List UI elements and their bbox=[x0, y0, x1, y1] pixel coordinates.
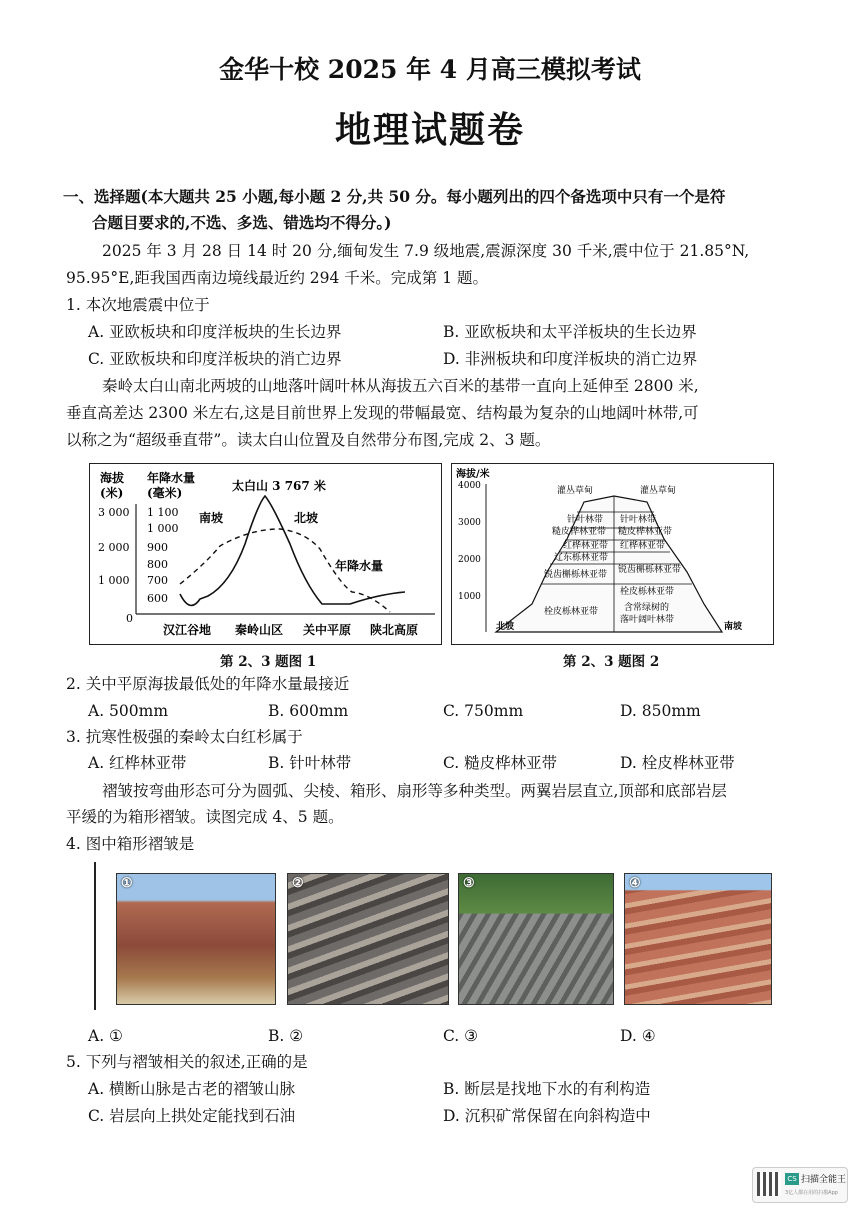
right-zone-7: 落叶阔叶林带 bbox=[620, 615, 675, 625]
fig2-tick-4000: 4000 bbox=[458, 481, 481, 491]
q5-option-b: B. 断层是找地下水的有利构造 bbox=[443, 1080, 651, 1098]
right-zone-0: 灌丛草甸 bbox=[640, 486, 677, 496]
south-slope-label-2: 南坡 bbox=[724, 622, 743, 632]
fig2-tick-3000: 3000 bbox=[458, 518, 481, 528]
right-zone-1: 针叶林带 bbox=[620, 515, 657, 525]
q3-option-c: C. 糙皮桦林亚带 bbox=[443, 754, 558, 772]
figure-1-caption: 第 2、3 题图 1 bbox=[220, 654, 317, 670]
peak-label: 太白山 3 767 米 bbox=[232, 479, 326, 493]
q5-option-a: A. 横断山脉是古老的褶皱山脉 bbox=[88, 1080, 296, 1098]
watermark-subtitle: 3亿人都在用的扫描App bbox=[785, 1190, 838, 1196]
left-zone-0: 灌丛草甸 bbox=[557, 486, 594, 496]
q2-option-b: B. 600mm bbox=[268, 702, 349, 720]
q2-option-a: A. 500mm bbox=[88, 702, 169, 720]
fold-photo-3 bbox=[458, 873, 614, 1005]
qr-code-icon bbox=[757, 1172, 781, 1196]
precip-tick-900: 900 bbox=[147, 541, 168, 554]
q3-option-d: D. 栓皮桦林亚带 bbox=[620, 754, 735, 772]
left-zone-3: 红桦林亚带 bbox=[563, 541, 609, 551]
south-slope-label: 南坡 bbox=[199, 511, 224, 525]
right-zone-5: 栓皮栎林亚带 bbox=[620, 587, 675, 597]
q4-option-c: C. ③ bbox=[443, 1027, 479, 1045]
fold-photo-1 bbox=[116, 873, 276, 1005]
north-slope-label: 北坡 bbox=[294, 511, 319, 525]
q5-option-c: C. 岩层向上拱处定能找到石油 bbox=[88, 1107, 296, 1125]
figure-1-graphic bbox=[90, 464, 441, 644]
q3-option-a: A. 红桦林亚带 bbox=[88, 754, 187, 772]
q4-option-d: D. ④ bbox=[620, 1027, 656, 1045]
alt-tick-2000: 2 000 bbox=[98, 541, 130, 554]
fig2-tick-2000: 2000 bbox=[458, 555, 481, 565]
zero-label: 0 bbox=[126, 612, 133, 625]
q2-option-c: C. 750mm bbox=[443, 702, 524, 720]
x-label-guanzhong: 关中平原 bbox=[303, 623, 352, 637]
q3-option-b: B. 针叶林带 bbox=[268, 754, 352, 772]
left-zone-4: 辽东栎林亚带 bbox=[554, 553, 609, 563]
figure-1 bbox=[89, 463, 442, 645]
intro-1-line-1: 2025 年 3 月 28 日 14 时 20 分,缅甸发生 7.9 级地震,震源深度 30 千米,震中位于 21.85°N, bbox=[102, 242, 750, 260]
section-heading: 一、选择题(本大题共 25 小题,每小题 2 分,共 50 分。每小题列出的四个备选项中只有一个是符 bbox=[63, 187, 726, 206]
precip-tick-1000: 1 000 bbox=[147, 522, 179, 535]
right-zone-2: 糙皮桦林亚带 bbox=[618, 527, 673, 537]
figure-2-caption: 第 2、3 题图 2 bbox=[563, 654, 660, 670]
intro-3-line-2: 平缓的为箱形褶皱。读图完成 4、5 题。 bbox=[66, 808, 344, 826]
q1-option-b: B. 亚欧板块和太平洋板块的生长边界 bbox=[443, 323, 697, 341]
q5-stem: 5. 下列与褶皱相关的叙述,正确的是 bbox=[66, 1053, 308, 1071]
q3-stem: 3. 抗寒性极强的秦岭太白红杉属于 bbox=[66, 728, 303, 746]
fig2-y-label: 海拔/米 bbox=[456, 469, 490, 480]
intro-2-line-2: 垂直高差达 2300 米左右,这是目前世界上发现的带幅最宽、结构最为复杂的山地阔叶林带,可 bbox=[66, 404, 699, 422]
right-zone-3: 红桦林亚带 bbox=[620, 541, 666, 551]
q4-option-b: B. ② bbox=[268, 1027, 304, 1045]
right-zone-6: 含常绿树的 bbox=[624, 603, 670, 613]
alt-unit: (米) bbox=[100, 486, 124, 500]
alt-tick-3000: 3 000 bbox=[98, 506, 130, 519]
precip-curve-label: 年降水量 bbox=[335, 559, 384, 573]
photo-border-line bbox=[94, 862, 96, 1010]
x-label-qinling: 秦岭山区 bbox=[235, 623, 284, 637]
fig2-tick-1000: 1000 bbox=[458, 592, 481, 602]
q4-option-a: A. ① bbox=[88, 1027, 123, 1045]
q1-option-d: D. 非洲板块和印度洋板块的消亡边界 bbox=[443, 350, 698, 368]
paper-title: 地理试题卷 bbox=[334, 109, 525, 151]
q4-stem: 4. 图中箱形褶皱是 bbox=[66, 835, 195, 853]
photo-2-number: ② bbox=[292, 876, 304, 891]
section-heading-cont: 合题目要求的,不选、多选、错选均不得分。) bbox=[92, 213, 392, 232]
q1-stem: 1. 本次地震震中位于 bbox=[66, 296, 210, 314]
exam-title: 金华十校 2025 年 4 月高三模拟考试 bbox=[219, 55, 641, 84]
left-zone-6: 栓皮栎林亚带 bbox=[544, 607, 599, 617]
q5-option-d: D. 沉积矿常保留在向斜构造中 bbox=[443, 1107, 651, 1125]
photo-4-number: ④ bbox=[629, 876, 641, 891]
watermark-title: 扫描全能王 bbox=[801, 1175, 847, 1185]
x-label-shanbei: 陕北高原 bbox=[370, 623, 419, 637]
north-slope-label-2: 北坡 bbox=[496, 622, 515, 632]
photo-3-number: ③ bbox=[463, 876, 475, 891]
q2-option-d: D. 850mm bbox=[620, 702, 701, 720]
intro-2-line-1: 秦岭太白山南北两坡的山地落叶阔叶林从海拔五六百米的基带一直向上延伸至 2800 米, bbox=[102, 377, 699, 395]
left-zone-1: 针叶林带 bbox=[567, 515, 604, 525]
alt-label: 海拔 bbox=[100, 471, 125, 485]
camscanner-logo-icon: CS bbox=[785, 1173, 799, 1185]
left-zone-5: 锐齿槲栎林亚带 bbox=[544, 570, 608, 580]
precip-tick-700: 700 bbox=[147, 574, 168, 587]
scanner-watermark bbox=[752, 1167, 848, 1203]
precip-unit: (毫米) bbox=[147, 486, 183, 500]
precip-tick-1100: 1 100 bbox=[147, 506, 179, 519]
right-zone-4: 锐齿槲栎林亚带 bbox=[618, 565, 682, 575]
q1-option-c: C. 亚欧板块和印度洋板块的消亡边界 bbox=[88, 350, 342, 368]
precip-tick-800: 800 bbox=[147, 558, 168, 571]
alt-tick-1000: 1 000 bbox=[98, 574, 130, 587]
intro-1-line-2: 95.95°E,距我国西南边境线最近约 294 千米。完成第 1 题。 bbox=[66, 269, 489, 287]
precip-label: 年降水量 bbox=[147, 471, 196, 485]
fold-photo-4 bbox=[624, 873, 772, 1005]
figure-2-graphic bbox=[452, 464, 773, 644]
intro-3-line-1: 褶皱按弯曲形态可分为圆弧、尖棱、箱形、扇形等多种类型。两翼岩层直立,顶部和底部岩层 bbox=[102, 782, 727, 800]
x-label-hanjiang: 汉江谷地 bbox=[163, 623, 212, 637]
q2-stem: 2. 关中平原海拔最低处的年降水量最接近 bbox=[66, 675, 350, 693]
q1-option-a: A. 亚欧板块和印度洋板块的生长边界 bbox=[88, 323, 342, 341]
left-zone-2: 糙皮桦林亚带 bbox=[552, 527, 607, 537]
figure-2 bbox=[451, 463, 774, 645]
photo-1-number: ① bbox=[121, 876, 133, 891]
intro-2-line-3: 以称之为“超级垂直带”。读太白山位置及自然带分布图,完成 2、3 题。 bbox=[66, 431, 551, 449]
fold-photo-2 bbox=[287, 873, 449, 1005]
precip-tick-600: 600 bbox=[147, 592, 168, 605]
